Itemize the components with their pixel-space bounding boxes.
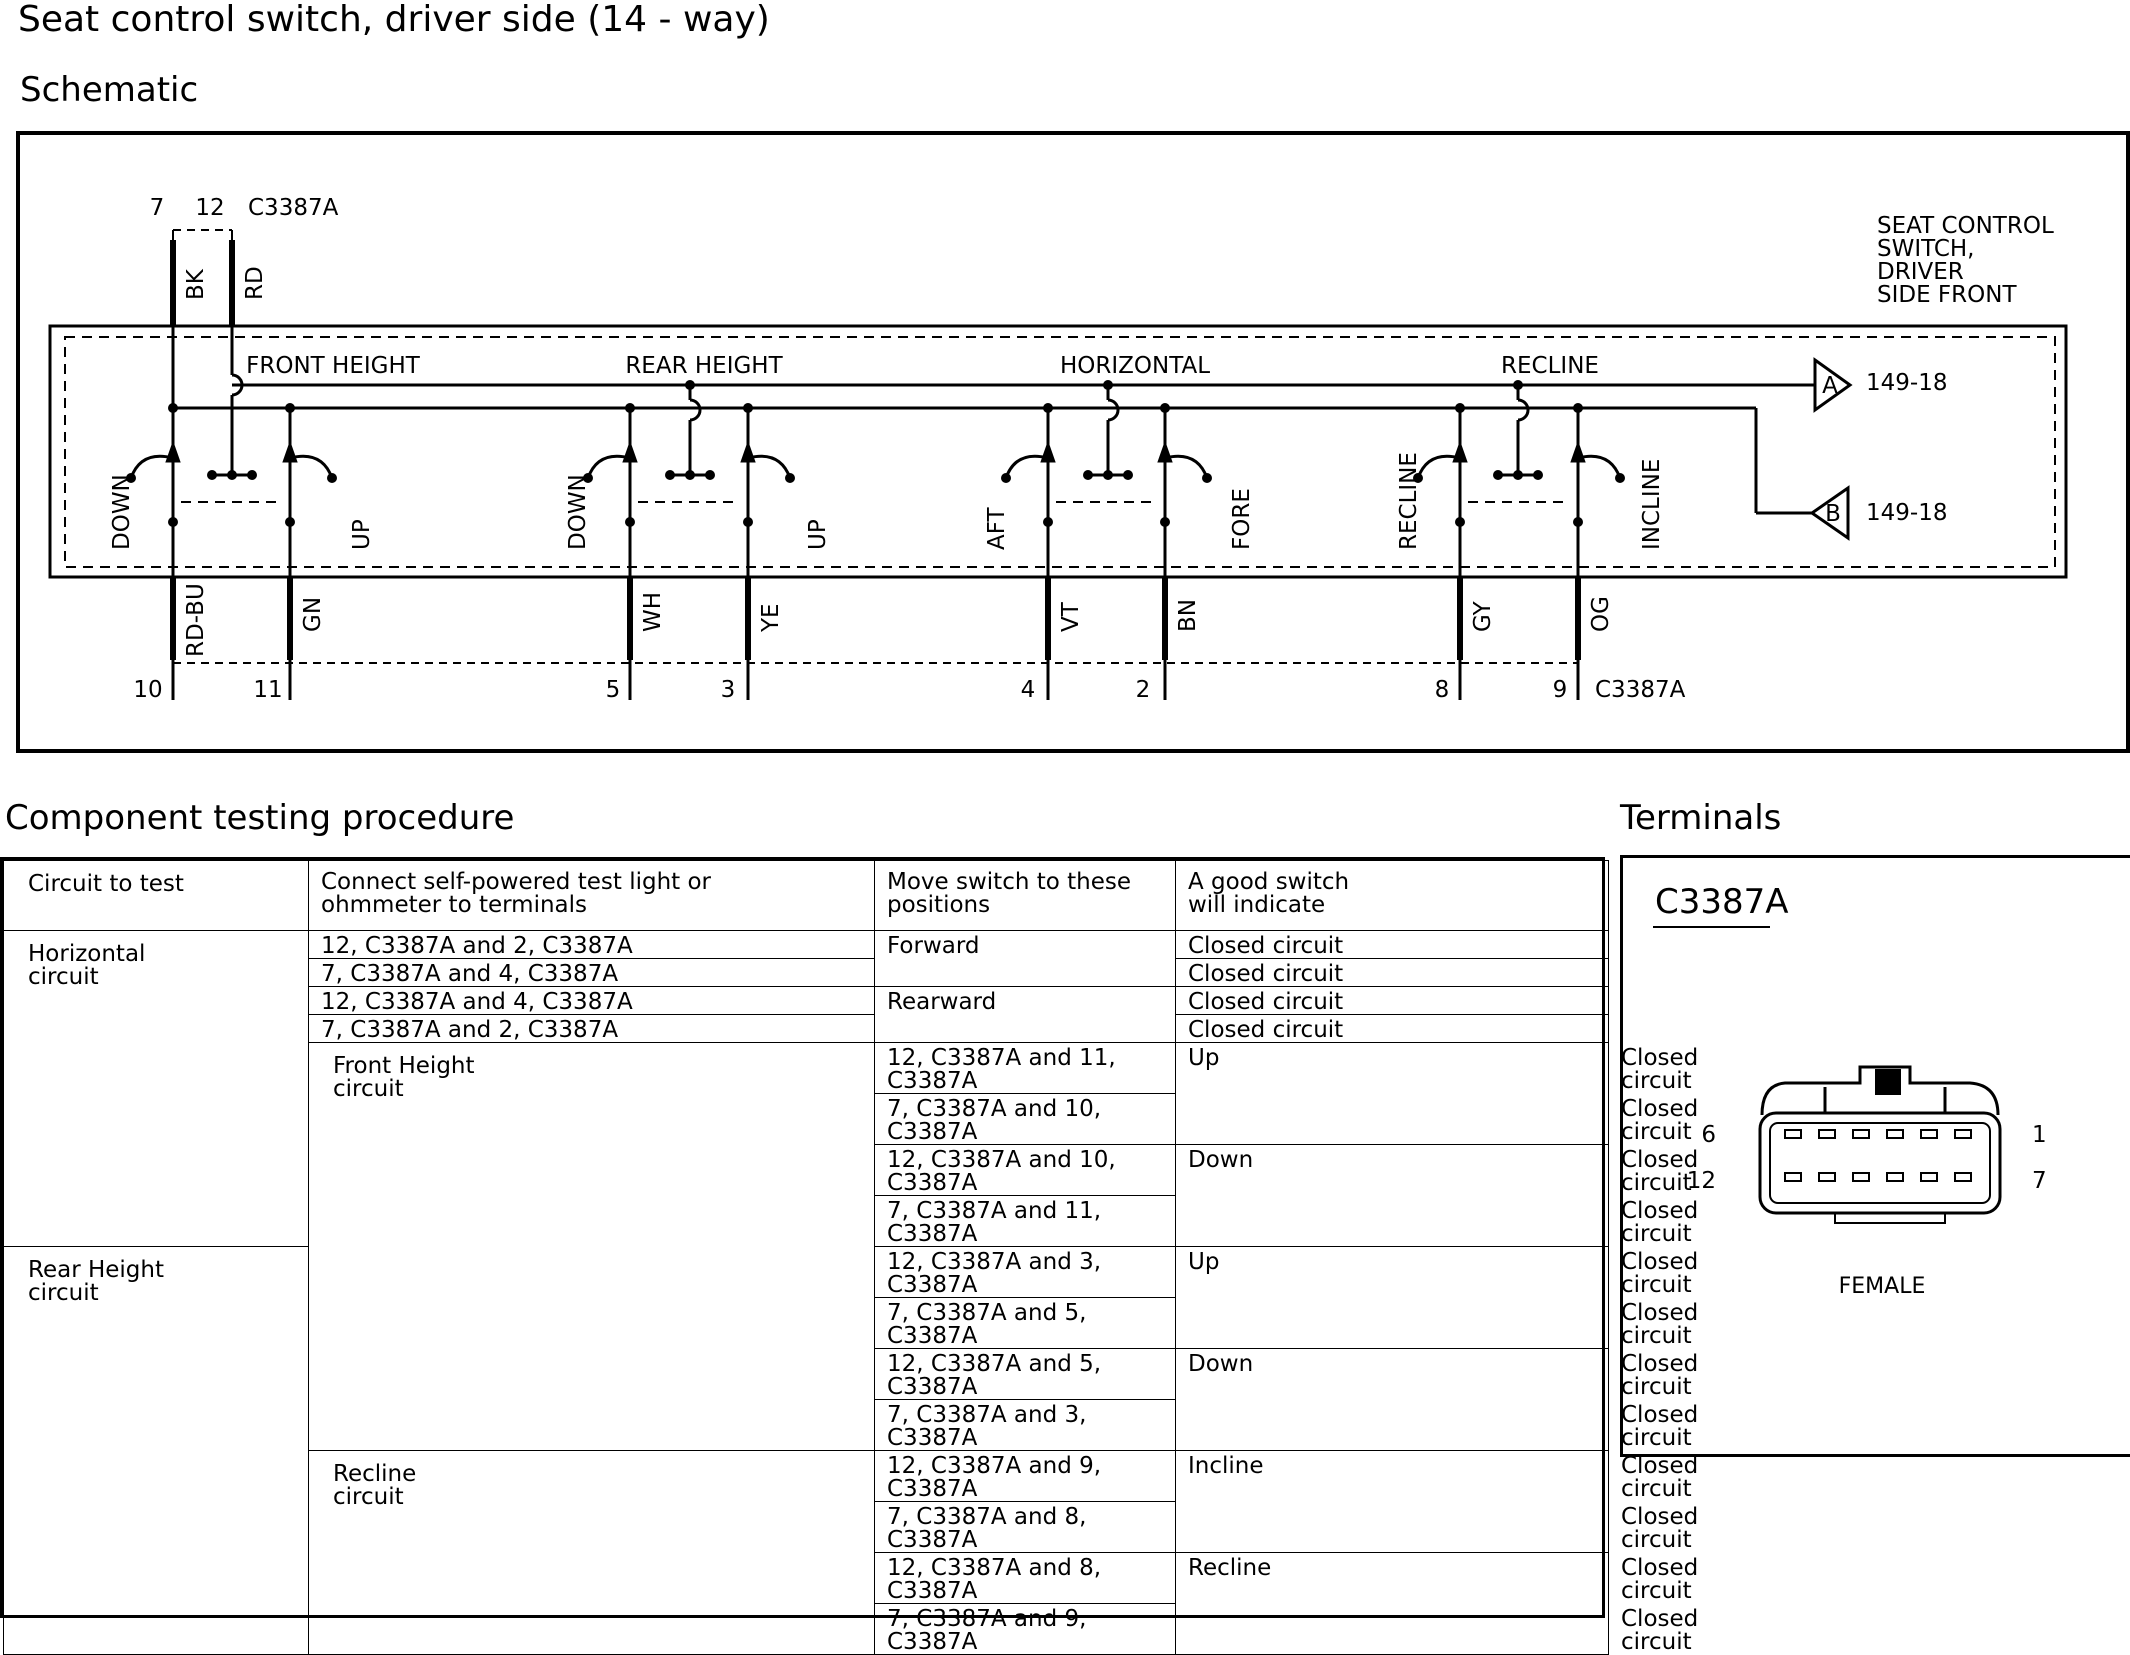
terminals-cell: 12, C3387A and 11, C3387A [875, 1043, 1176, 1094]
connector-lock-tab [1875, 1069, 1901, 1095]
wire-bk: BK [183, 269, 209, 300]
schematic-frame [18, 133, 2128, 751]
pin-cavity [1955, 1173, 1971, 1181]
connector-inner [1770, 1123, 1990, 1203]
pin-cavity [1921, 1130, 1937, 1138]
testing-table [3, 860, 1699, 1655]
position-label: DOWN [109, 474, 135, 550]
table-header-cell: Move switch to these positions [875, 861, 1176, 931]
position-cell: Rearward [875, 987, 1176, 1043]
pin-label-6: 6 [1701, 1122, 1716, 1148]
terminals-cell: 7, C3387A and 5, C3387A [875, 1298, 1176, 1349]
circuit-name-cell: Horizontal circuit [4, 931, 309, 1247]
pin-label-1: 1 [2032, 1122, 2047, 1148]
bottom-pin-label: 10 [133, 677, 163, 703]
group-label: HORIZONTAL [1059, 353, 1211, 379]
terminals-cell: 12, C3387A and 2, C3387A [309, 931, 875, 959]
bottom-pin-label: 8 [1434, 677, 1450, 703]
circuit-name-cell: Rear Height circuit [4, 1247, 309, 1655]
result-cell: Closed circuit [1176, 987, 1609, 1015]
bottom-wire-label: RD-BU [183, 583, 209, 657]
pin-cavity [1819, 1130, 1835, 1138]
terminals-cell: 12, C3387A and 4, C3387A [309, 987, 875, 1015]
terminals-cell: 7, C3387A and 4, C3387A [309, 959, 875, 987]
pin-cavity [1785, 1130, 1801, 1138]
position-cell: Down [1176, 1145, 1609, 1247]
circuit-name-cell: Recline circuit [309, 1451, 875, 1655]
pin-cavity [1887, 1130, 1903, 1138]
position-label: AFT [984, 507, 1010, 550]
position-cell: Recline [1176, 1553, 1609, 1655]
schematic-diagram [0, 0, 2130, 760]
terminals-cell: 7, C3387A and 10, C3387A [875, 1094, 1176, 1145]
table-row: 12, C3387A and 8, C3387A Recline Closed circuit [4, 1553, 1609, 1604]
bottom-pin-label: 9 [1552, 677, 1568, 703]
table-row: Rear Height circuit 12, C3387A and 3, C3387A Up Closed circuit [4, 1247, 1609, 1298]
table-header-cell: Circuit to test [4, 861, 309, 931]
ref-letter-a: A [1822, 373, 1838, 399]
position-label: UP [349, 519, 375, 550]
pin-cavity [1853, 1130, 1869, 1138]
section-schematic: Schematic [20, 70, 199, 110]
pin-cavity [1921, 1173, 1937, 1181]
terminals-cell: 7, C3387A and 3, C3387A [875, 1400, 1176, 1451]
pin-label-7: 7 [2032, 1168, 2047, 1194]
bottom-wire-label: GN [300, 596, 326, 632]
ref-page-a: 149-18 [1866, 370, 1948, 396]
position-cell: Up [1176, 1043, 1609, 1145]
ref-letter-b: B [1825, 501, 1841, 527]
bottom-wire-label: BN [1175, 599, 1201, 632]
component-label-line: SIDE FRONT [1877, 282, 2017, 308]
bottom-wire-label: YE [758, 603, 784, 632]
terminals-cell: 12, C3387A and 8, C3387A [875, 1553, 1176, 1604]
terminals-cell: 12, C3387A and 3, C3387A [875, 1247, 1176, 1298]
result-cell: Closed circuit [1176, 959, 1609, 987]
bottom-pin-label: 3 [720, 677, 736, 703]
component-label-line: DRIVER [1877, 259, 1964, 285]
terminals-cell: 7, C3387A and 2, C3387A [309, 1015, 875, 1043]
component-label-line: SEAT CONTROL [1877, 213, 2054, 239]
connector-name: C3387A [1655, 882, 1789, 922]
table-header-cell: Connect self-powered test light or ohmmeter to terminals [309, 861, 875, 931]
top-pin-12: 12 [195, 195, 225, 221]
bottom-pin-label: 4 [1020, 677, 1036, 703]
table-row: Front Height circuit 12, C3387A and 11, C3387A Up Closed circuit [4, 1043, 1609, 1094]
terminals-cell: 7, C3387A and 11, C3387A [875, 1196, 1176, 1247]
pin-cavity [1955, 1130, 1971, 1138]
table-row: 7, C3387A and 10, C3387A Closed circuit [4, 1094, 1609, 1145]
bottom-pin-label: 5 [605, 677, 621, 703]
connector-gender: FEMALE [1838, 1274, 1926, 1299]
result-cell: Closed circuit [1176, 931, 1609, 959]
table-row [4, 931, 1609, 959]
bottom-connector-name: C3387A [1595, 677, 1686, 703]
top-connector-name: C3387A [248, 195, 339, 221]
position-label: UP [805, 519, 831, 550]
testing-table-frame [0, 857, 1699, 1655]
terminals-cell: 12, C3387A and 5, C3387A [875, 1349, 1176, 1400]
connector-face [1620, 855, 2130, 1457]
result-cell: Closed circuit [1176, 1015, 1609, 1043]
top-pin-7: 7 [149, 195, 165, 221]
terminals-cell: 12, C3387A and 10, C3387A [875, 1145, 1176, 1196]
table-row: 7, C3387A and 8, C3387A Closed circuit [4, 1502, 1609, 1553]
position-label: DOWN [565, 474, 591, 550]
bottom-wire-label: OG [1588, 596, 1614, 632]
pin-cavity [1853, 1173, 1869, 1181]
table-row: 12, C3387A and 10, C3387A Down Closed circuit [4, 1145, 1609, 1196]
ref-page-b: 149-18 [1866, 500, 1948, 526]
circuit-name-cell: Front Height circuit [309, 1043, 875, 1451]
table-header-row [4, 861, 1609, 931]
group-label: FRONT HEIGHT [246, 353, 420, 379]
wire-rd: RD [242, 266, 268, 300]
pin-cavity [1819, 1173, 1835, 1181]
table-row: 7, C3387A and 5, C3387A Closed circuit [4, 1298, 1609, 1349]
position-cell: Incline [1176, 1451, 1609, 1553]
bottom-wire-label: VT [1058, 602, 1084, 632]
component-label-line: SWITCH, [1877, 236, 1975, 262]
pin-label-12: 12 [1686, 1168, 1716, 1194]
terminals-cell: 7, C3387A and 8, C3387A [875, 1502, 1176, 1553]
position-cell: Down [1176, 1349, 1609, 1451]
table-row: 7, C3387A and 9, C3387A Closed circuit [4, 1604, 1609, 1655]
table-row: 7, C3387A and 3, C3387A Closed circuit [4, 1400, 1609, 1451]
bottom-wire-label: GY [1470, 601, 1496, 632]
group-label: RECLINE [1501, 353, 1599, 379]
page-title: Seat control switch, driver side (14 - way) [18, 0, 770, 40]
bottom-pin-label: 2 [1135, 677, 1151, 703]
position-label: RECLINE [1396, 452, 1422, 550]
connector-housing [1760, 1113, 2000, 1213]
position-label: FORE [1229, 488, 1255, 550]
section-terminals: Terminals [1620, 798, 1782, 838]
position-cell: Up [1176, 1247, 1609, 1349]
position-label: INCLINE [1639, 458, 1665, 550]
pin-cavity [1887, 1173, 1903, 1181]
bottom-wire-label: WH [640, 591, 666, 632]
bottom-pin-label: 11 [253, 677, 283, 703]
table-header-cell: A good switch will indicate [1176, 861, 1609, 931]
pin-cavity [1785, 1173, 1801, 1181]
terminals-cell: 12, C3387A and 9, C3387A [875, 1451, 1176, 1502]
table-row: 7, C3387A and 11, C3387A Closed circuit [4, 1196, 1609, 1247]
section-testing: Component testing procedure [5, 798, 515, 838]
position-cell: Forward [875, 931, 1176, 987]
terminals-cell: 7, C3387A and 9, C3387A [875, 1604, 1176, 1655]
table-row: 12, C3387A and 5, C3387A Down Closed circuit [4, 1349, 1609, 1400]
group-label: REAR HEIGHT [625, 353, 783, 379]
table-row: Recline circuit 12, C3387A and 9, C3387A Incline Closed circuit [4, 1451, 1609, 1502]
